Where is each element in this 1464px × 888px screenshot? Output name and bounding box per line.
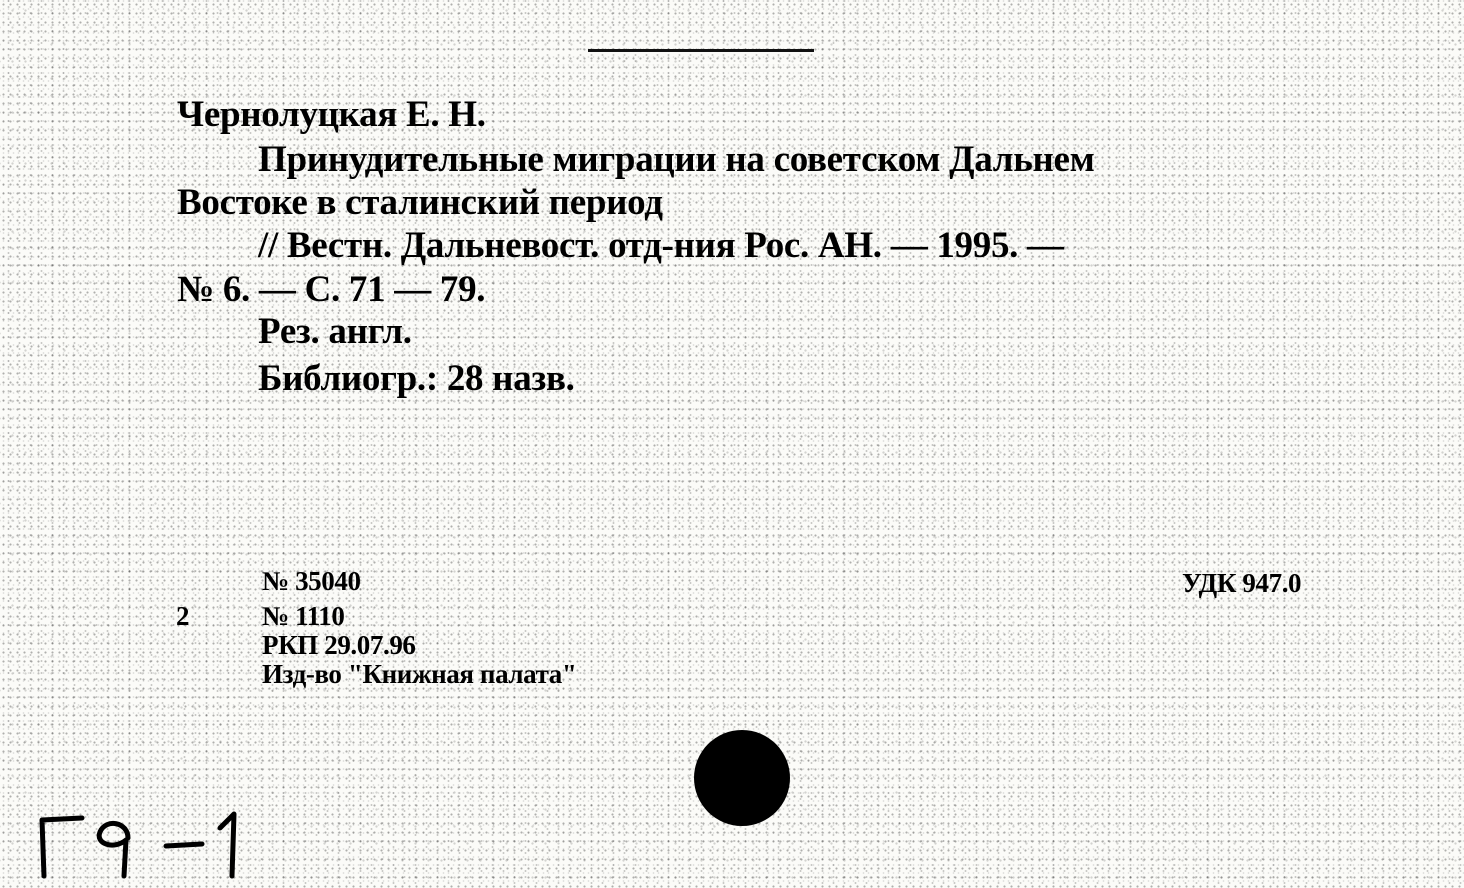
- title-line-1: Принудительные миграции на советском Дальнем: [258, 139, 1095, 180]
- top-rule: [588, 49, 814, 52]
- record-number: № 35040: [262, 566, 361, 596]
- punch-hole: [694, 730, 790, 826]
- summary-note: Рез. англ.: [258, 311, 412, 352]
- title-line-2: Востоке в сталинский период: [177, 182, 663, 223]
- source-line-1: // Вестн. Дальневост. отд-ния Рос. АН. — 1995. —: [258, 225, 1064, 266]
- entry-number: № 1110: [262, 601, 345, 631]
- author: Чернолуцкая Е. Н.: [177, 94, 486, 135]
- udk-code: УДК 947.0: [1182, 568, 1302, 598]
- copy-count: 2: [176, 601, 190, 631]
- handwritten-shelf-mark: [20, 808, 255, 880]
- rkp-date: РКП 29.07.96: [262, 630, 416, 660]
- publisher: Изд-во "Книжная палата": [262, 659, 577, 689]
- source-line-2: № 6. — С. 71 — 79.: [177, 269, 486, 310]
- bibliography-note: Библиогр.: 28 назв.: [258, 358, 575, 399]
